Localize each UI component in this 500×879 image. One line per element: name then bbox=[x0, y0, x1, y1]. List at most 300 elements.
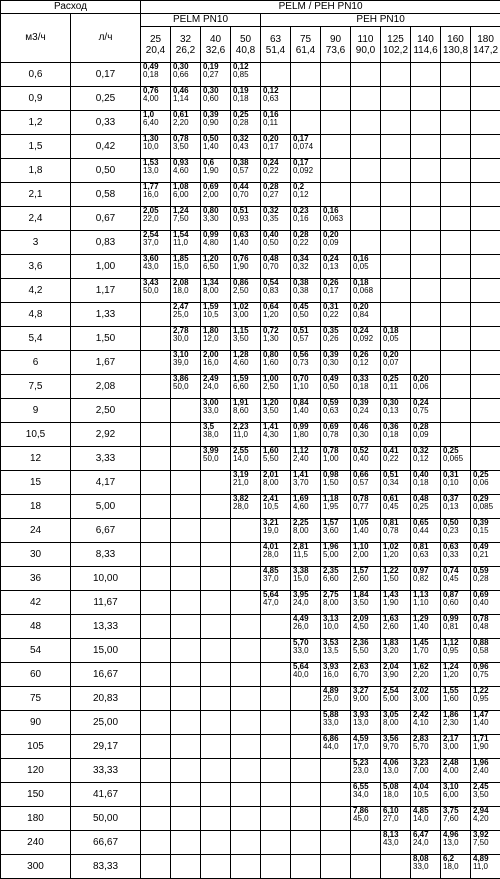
value-cell bbox=[411, 591, 441, 615]
value-cell bbox=[171, 495, 201, 519]
value-cell bbox=[201, 519, 231, 543]
loss-value: 8,00 bbox=[323, 599, 350, 607]
flow-m3-cell: 7,5 bbox=[1, 375, 71, 399]
velocity-value: 1,63 bbox=[383, 615, 410, 623]
loss-value: 0,63 bbox=[263, 95, 290, 103]
velocity-value: 1,69 bbox=[293, 495, 320, 503]
value-cell bbox=[381, 471, 411, 495]
velocity-value: 1,59 bbox=[233, 375, 260, 383]
pipe-inner-diameter: 20,4 bbox=[141, 45, 170, 56]
velocity-value: 0,20 bbox=[383, 351, 410, 359]
value-cell bbox=[231, 471, 261, 495]
value-cell bbox=[201, 87, 231, 111]
value-cell bbox=[261, 375, 291, 399]
value-cell bbox=[201, 663, 231, 687]
velocity-value: 0,31 bbox=[323, 303, 350, 311]
value-cell bbox=[351, 351, 381, 375]
pipe-header bbox=[261, 27, 291, 63]
value-cell bbox=[321, 135, 351, 159]
pelm-header: PELM PN10 bbox=[141, 14, 261, 27]
pipe-header bbox=[381, 27, 411, 63]
value-cell bbox=[441, 639, 471, 663]
velocity-value: 1,20 bbox=[263, 399, 290, 407]
loss-value: 0,09 bbox=[413, 431, 440, 439]
flow-ls-cell: 16,67 bbox=[71, 663, 141, 687]
value-cell bbox=[201, 567, 231, 591]
flow-ls-cell: 29,17 bbox=[71, 735, 141, 759]
flow-m3-cell: 30 bbox=[1, 543, 71, 567]
velocity-value: 5,23 bbox=[353, 759, 380, 767]
value-cell bbox=[381, 183, 411, 207]
velocity-value: 1,12 bbox=[443, 639, 470, 647]
loss-value: 0,25 bbox=[413, 503, 440, 511]
value-cell bbox=[321, 423, 351, 447]
loss-value: 34,0 bbox=[353, 791, 380, 799]
value-cell bbox=[321, 375, 351, 399]
loss-value: 0,63 bbox=[323, 407, 350, 415]
value-cell bbox=[201, 111, 231, 135]
table-row bbox=[1, 63, 500, 87]
velocity-value: 0,93 bbox=[173, 159, 200, 167]
velocity-value: 0,56 bbox=[293, 351, 320, 359]
value-cell bbox=[141, 783, 171, 807]
value-cell bbox=[411, 543, 441, 567]
velocity-value: 1,80 bbox=[203, 327, 230, 335]
flow-m3-cell: 90 bbox=[1, 711, 71, 735]
value-cell bbox=[351, 807, 381, 831]
loss-value: 0,44 bbox=[413, 527, 440, 535]
value-cell bbox=[321, 279, 351, 303]
loss-value: 2,00 bbox=[353, 551, 380, 559]
loss-value: 1,40 bbox=[353, 527, 380, 535]
loss-value: 1,10 bbox=[293, 383, 320, 391]
value-cell bbox=[411, 567, 441, 591]
loss-value: 19,0 bbox=[263, 527, 290, 535]
value-cell bbox=[441, 543, 471, 567]
loss-value: 10,5 bbox=[203, 311, 230, 319]
velocity-value: 0,69 bbox=[323, 423, 350, 431]
flow-ls-cell: 20,83 bbox=[71, 687, 141, 711]
loss-value: 1,10 bbox=[413, 599, 440, 607]
velocity-value: 0,80 bbox=[263, 351, 290, 359]
value-cell bbox=[411, 807, 441, 831]
flow-m3-cell: 10,5 bbox=[1, 423, 71, 447]
loss-value: 0,22 bbox=[293, 239, 320, 247]
value-cell bbox=[291, 351, 321, 375]
group-header: PELM / PEH PN10 bbox=[141, 1, 500, 14]
loss-value: 33,0 bbox=[293, 647, 320, 655]
loss-value: 1,20 bbox=[263, 311, 290, 319]
table-row bbox=[1, 183, 500, 207]
loss-value: 2,20 bbox=[413, 671, 440, 679]
velocity-value: 3,13 bbox=[323, 615, 350, 623]
value-cell bbox=[261, 231, 291, 255]
value-cell bbox=[351, 735, 381, 759]
loss-value: 0,33 bbox=[443, 551, 470, 559]
value-cell bbox=[261, 111, 291, 135]
velocity-value: 1,0 bbox=[143, 111, 170, 119]
value-cell bbox=[411, 207, 441, 231]
value-cell bbox=[471, 807, 500, 831]
velocity-value: 0,20 bbox=[413, 375, 440, 383]
value-cell bbox=[201, 471, 231, 495]
loss-value: 0,95 bbox=[443, 647, 470, 655]
flow-ls-cell: 33,33 bbox=[71, 759, 141, 783]
loss-value: 40,0 bbox=[293, 671, 320, 679]
value-cell bbox=[411, 735, 441, 759]
loss-value: 15,0 bbox=[293, 575, 320, 583]
value-cell bbox=[321, 783, 351, 807]
pipe-diameter: 75 bbox=[291, 34, 320, 45]
value-cell bbox=[321, 231, 351, 255]
loss-value: 0,50 bbox=[293, 311, 320, 319]
value-cell bbox=[201, 591, 231, 615]
value-cell bbox=[291, 111, 321, 135]
velocity-value: 0,16 bbox=[263, 111, 290, 119]
value-cell bbox=[231, 807, 261, 831]
velocity-value: 1,10 bbox=[353, 543, 380, 551]
loss-value: 0,18 bbox=[353, 383, 380, 391]
value-cell bbox=[381, 855, 411, 879]
value-cell bbox=[141, 255, 171, 279]
pipe-diameter: 32 bbox=[171, 34, 200, 45]
value-cell bbox=[321, 495, 351, 519]
value-cell bbox=[321, 711, 351, 735]
pipe-diameter: 110 bbox=[351, 34, 380, 45]
value-cell bbox=[321, 159, 351, 183]
loss-value: 50,0 bbox=[173, 383, 200, 391]
velocity-value: 3,10 bbox=[443, 783, 470, 791]
table-row bbox=[1, 279, 500, 303]
loss-value: 10,5 bbox=[413, 791, 440, 799]
value-cell bbox=[381, 423, 411, 447]
value-cell bbox=[231, 399, 261, 423]
value-cell bbox=[291, 519, 321, 543]
value-cell bbox=[411, 135, 441, 159]
value-cell bbox=[441, 615, 471, 639]
loss-value: 11,0 bbox=[173, 239, 200, 247]
velocity-value: 5,88 bbox=[323, 711, 350, 719]
value-cell bbox=[171, 855, 201, 879]
velocity-value: 0,25 bbox=[473, 471, 500, 479]
loss-value: 28,0 bbox=[263, 551, 290, 559]
velocity-value: 3,86 bbox=[173, 375, 200, 383]
loss-value: 1,90 bbox=[233, 263, 260, 271]
loss-value: 1,80 bbox=[293, 431, 320, 439]
value-cell bbox=[261, 159, 291, 183]
pipe-inner-diameter: 61,4 bbox=[291, 45, 320, 56]
velocity-value: 1,53 bbox=[143, 159, 170, 167]
loss-value: 0,13 bbox=[443, 503, 470, 511]
value-cell bbox=[141, 471, 171, 495]
value-cell bbox=[351, 783, 381, 807]
value-cell bbox=[291, 423, 321, 447]
value-cell bbox=[291, 183, 321, 207]
value-cell bbox=[171, 615, 201, 639]
loss-value: 1,00 bbox=[323, 455, 350, 463]
loss-value: 14,0 bbox=[233, 455, 260, 463]
loss-value: 4,60 bbox=[293, 503, 320, 511]
pipe-header bbox=[291, 27, 321, 63]
value-cell bbox=[441, 279, 471, 303]
value-cell bbox=[351, 231, 381, 255]
value-cell bbox=[231, 495, 261, 519]
value-cell bbox=[471, 63, 500, 87]
loss-value: 24,0 bbox=[293, 599, 320, 607]
loss-value: 0,93 bbox=[233, 215, 260, 223]
table-row bbox=[1, 591, 500, 615]
loss-value: 13,0 bbox=[353, 719, 380, 727]
velocity-value: 0,48 bbox=[263, 255, 290, 263]
value-cell bbox=[381, 735, 411, 759]
value-cell bbox=[471, 303, 500, 327]
velocity-value: 2,08 bbox=[173, 279, 200, 287]
value-cell bbox=[291, 135, 321, 159]
flow-m3-cell: 3,6 bbox=[1, 255, 71, 279]
flow-ls-cell: 1,67 bbox=[71, 351, 141, 375]
value-cell bbox=[141, 327, 171, 351]
loss-value: 8,00 bbox=[383, 719, 410, 727]
value-cell bbox=[261, 63, 291, 87]
value-cell bbox=[381, 279, 411, 303]
velocity-value: 0,24 bbox=[353, 327, 380, 335]
loss-value: 0,22 bbox=[383, 455, 410, 463]
loss-value: 0,57 bbox=[233, 167, 260, 175]
loss-value: 0,81 bbox=[443, 623, 470, 631]
value-cell bbox=[321, 351, 351, 375]
velocity-value: 0,32 bbox=[263, 207, 290, 215]
value-cell bbox=[411, 87, 441, 111]
velocity-value: 0,36 bbox=[383, 423, 410, 431]
value-cell bbox=[261, 255, 291, 279]
value-cell bbox=[441, 87, 471, 111]
value-cell bbox=[261, 399, 291, 423]
flow-ls-cell: 83,33 bbox=[71, 855, 141, 879]
velocity-value: 1,96 bbox=[323, 543, 350, 551]
pipe-header bbox=[171, 27, 201, 63]
value-cell bbox=[471, 471, 500, 495]
loss-value: 0,90 bbox=[203, 119, 230, 127]
table-row bbox=[1, 327, 500, 351]
velocity-value: 1,34 bbox=[203, 279, 230, 287]
loss-value: 12,0 bbox=[203, 335, 230, 343]
velocity-value: 2,63 bbox=[353, 663, 380, 671]
loss-value: 3,50 bbox=[233, 335, 260, 343]
velocity-value: 0,25 bbox=[443, 447, 470, 455]
loss-value: 0,06 bbox=[473, 479, 500, 487]
loss-value: 13,0 bbox=[143, 167, 170, 175]
loss-value: 6,50 bbox=[203, 263, 230, 271]
velocity-value: 0,51 bbox=[383, 471, 410, 479]
loss-value: 0,05 bbox=[353, 263, 380, 271]
value-cell bbox=[231, 423, 261, 447]
velocity-value: 0,99 bbox=[443, 615, 470, 623]
pipe-diameter: 180 bbox=[471, 34, 500, 45]
loss-value: 0,074 bbox=[293, 143, 320, 151]
value-cell bbox=[321, 831, 351, 855]
value-cell bbox=[201, 423, 231, 447]
velocity-value: 2,17 bbox=[443, 735, 470, 743]
flow-m3-cell: 12 bbox=[1, 447, 71, 471]
value-cell bbox=[171, 735, 201, 759]
value-cell bbox=[291, 639, 321, 663]
loss-value: 37,0 bbox=[263, 575, 290, 583]
velocity-value: 2,41 bbox=[263, 495, 290, 503]
velocity-value: 1,28 bbox=[233, 351, 260, 359]
table-row bbox=[1, 711, 500, 735]
value-cell bbox=[141, 711, 171, 735]
loss-value: 7,50 bbox=[473, 839, 500, 847]
loss-value: 3,00 bbox=[443, 743, 470, 751]
value-cell bbox=[381, 831, 411, 855]
velocity-value: 1,02 bbox=[233, 303, 260, 311]
loss-value: 0,50 bbox=[263, 239, 290, 247]
value-cell bbox=[411, 639, 441, 663]
pipe-inner-diameter: 73,6 bbox=[321, 45, 350, 56]
loss-value: 0,60 bbox=[443, 599, 470, 607]
loss-value: 0,063 bbox=[323, 215, 350, 223]
table-row bbox=[1, 783, 500, 807]
flow-ls-cell: 8,33 bbox=[71, 543, 141, 567]
velocity-value: 5,64 bbox=[293, 663, 320, 671]
value-cell bbox=[291, 711, 321, 735]
value-cell bbox=[381, 159, 411, 183]
value-cell bbox=[441, 495, 471, 519]
value-cell bbox=[471, 519, 500, 543]
value-cell bbox=[321, 591, 351, 615]
loss-value: 1,70 bbox=[413, 647, 440, 655]
value-cell bbox=[261, 687, 291, 711]
flow-ls-cell: 4,17 bbox=[71, 471, 141, 495]
value-cell bbox=[411, 231, 441, 255]
loss-value: 5,50 bbox=[263, 455, 290, 463]
velocity-value: 0,29 bbox=[473, 495, 500, 503]
value-cell bbox=[351, 663, 381, 687]
value-cell bbox=[261, 807, 291, 831]
loss-value: 0,085 bbox=[473, 503, 500, 511]
value-cell bbox=[201, 183, 231, 207]
loss-value: 0,13 bbox=[383, 407, 410, 415]
velocity-value: 4,85 bbox=[413, 807, 440, 815]
loss-value: 6,60 bbox=[323, 575, 350, 583]
loss-value: 10,0 bbox=[143, 143, 170, 151]
flow-m3-cell: 2,1 bbox=[1, 183, 71, 207]
value-cell bbox=[411, 279, 441, 303]
loss-value: 0,63 bbox=[413, 551, 440, 559]
value-cell bbox=[201, 159, 231, 183]
table-row bbox=[1, 831, 500, 855]
velocity-value: 0,39 bbox=[473, 519, 500, 527]
flow-m3-cell: 0,6 bbox=[1, 63, 71, 87]
value-cell bbox=[261, 327, 291, 351]
loss-value: 0,84 bbox=[353, 311, 380, 319]
value-cell bbox=[171, 327, 201, 351]
table-row bbox=[1, 759, 500, 783]
loss-value: 1,50 bbox=[383, 575, 410, 583]
flow-ls-cell: 0,67 bbox=[71, 207, 141, 231]
pipe-header bbox=[471, 27, 500, 63]
value-cell bbox=[261, 207, 291, 231]
velocity-value: 2,94 bbox=[473, 807, 500, 815]
pipe-inner-diameter: 130,8 bbox=[441, 45, 470, 56]
value-cell bbox=[411, 351, 441, 375]
value-cell bbox=[171, 255, 201, 279]
velocity-value: 1,22 bbox=[473, 687, 500, 695]
velocity-value: 3,95 bbox=[293, 591, 320, 599]
loss-value: 0,10 bbox=[443, 479, 470, 487]
velocity-value: 1,30 bbox=[143, 135, 170, 143]
table-row bbox=[1, 447, 500, 471]
flow-ls-cell: 0,33 bbox=[71, 111, 141, 135]
table-row bbox=[1, 231, 500, 255]
loss-value: 0,82 bbox=[413, 575, 440, 583]
velocity-value: 1,29 bbox=[413, 615, 440, 623]
velocity-value: 1,77 bbox=[143, 183, 170, 191]
velocity-value: 0,30 bbox=[203, 87, 230, 95]
pipe-inner-diameter: 26,2 bbox=[171, 45, 200, 56]
loss-value: 47,0 bbox=[263, 599, 290, 607]
velocity-value: 1,45 bbox=[413, 639, 440, 647]
flow-m3-cell: 36 bbox=[1, 567, 71, 591]
value-cell bbox=[471, 663, 500, 687]
value-cell bbox=[441, 231, 471, 255]
value-cell bbox=[441, 759, 471, 783]
value-cell bbox=[321, 567, 351, 591]
unit-m3-header: м3/ч bbox=[1, 14, 71, 63]
loss-value: 4,00 bbox=[143, 95, 170, 103]
value-cell bbox=[351, 159, 381, 183]
velocity-value: 0,25 bbox=[233, 111, 260, 119]
value-cell bbox=[381, 399, 411, 423]
loss-value: 2,60 bbox=[353, 575, 380, 583]
value-cell bbox=[441, 63, 471, 87]
velocity-value: 0,80 bbox=[203, 207, 230, 215]
velocity-value: 0,19 bbox=[233, 87, 260, 95]
velocity-value: 0,97 bbox=[413, 567, 440, 575]
value-cell bbox=[321, 471, 351, 495]
velocity-value: 3,75 bbox=[443, 807, 470, 815]
loss-value: 2,30 bbox=[443, 719, 470, 727]
pipe-inner-diameter: 32,6 bbox=[201, 45, 230, 56]
loss-value: 0,068 bbox=[353, 287, 380, 295]
velocity-value: 0,39 bbox=[203, 111, 230, 119]
velocity-value: 0,78 bbox=[323, 447, 350, 455]
velocity-value: 0,26 bbox=[353, 351, 380, 359]
value-cell bbox=[291, 759, 321, 783]
loss-value: 15,0 bbox=[173, 263, 200, 271]
velocity-value: 0,86 bbox=[233, 279, 260, 287]
velocity-value: 3,93 bbox=[323, 663, 350, 671]
value-cell bbox=[381, 615, 411, 639]
value-cell bbox=[291, 447, 321, 471]
value-cell bbox=[171, 711, 201, 735]
loss-value: 7,60 bbox=[443, 815, 470, 823]
table-row bbox=[1, 519, 500, 543]
value-cell bbox=[201, 855, 231, 879]
value-cell bbox=[381, 207, 411, 231]
value-cell bbox=[291, 783, 321, 807]
value-cell bbox=[291, 687, 321, 711]
value-cell bbox=[231, 375, 261, 399]
value-cell bbox=[321, 663, 351, 687]
flow-ls-cell: 2,50 bbox=[71, 399, 141, 423]
velocity-value: 0,81 bbox=[383, 519, 410, 527]
value-cell bbox=[141, 207, 171, 231]
velocity-value: 1,96 bbox=[473, 759, 500, 767]
velocity-value: 3,38 bbox=[293, 567, 320, 575]
loss-value: 1,14 bbox=[173, 95, 200, 103]
value-cell bbox=[261, 831, 291, 855]
